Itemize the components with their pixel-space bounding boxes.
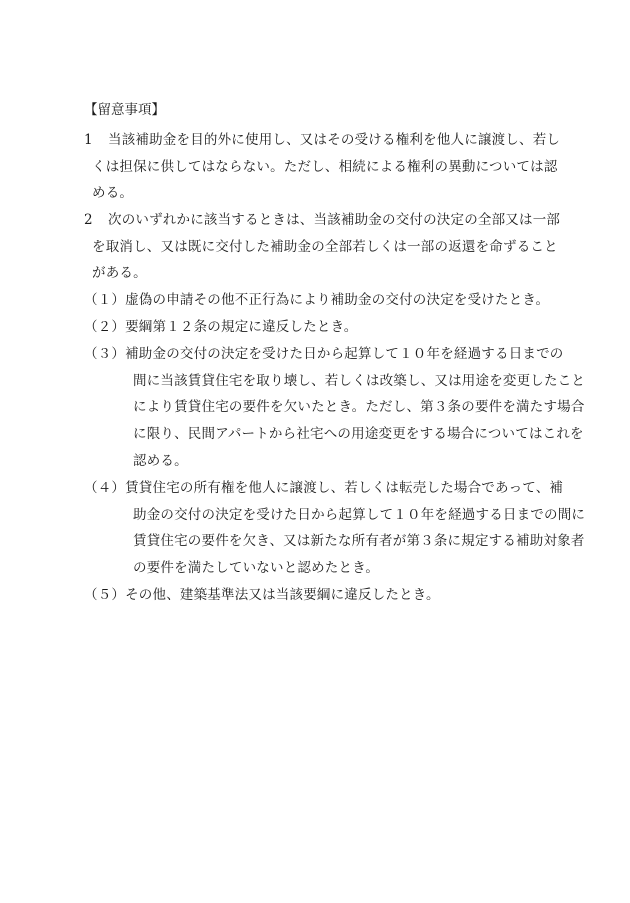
sub-item-3-line-3: により賃貸住宅の要件を欠いたとき。ただし、第３条の要件を満たす場合 xyxy=(133,399,585,415)
sub-item-1-line-1: （１）虚偽の申請その他不正行為により補助金の交付の決定を受けたとき。 xyxy=(84,292,550,308)
item-1-line-1: 当該補助金を目的外に使用し、又はその受ける権利を他人に譲渡し、若し xyxy=(108,132,561,148)
item-1-line-3: める。 xyxy=(92,185,134,201)
sub-item-3-line-5: 認める。 xyxy=(133,453,188,469)
item-1-number: 1 xyxy=(84,132,93,148)
sub-item-4-line-4: の要件を満たしていないと認めたとき。 xyxy=(133,560,380,576)
item-2-line-3: がある。 xyxy=(92,265,147,281)
sub-item-3-line-2: 間に当該賃貸住宅を取り壊し、若しくは改築し、又は用途を変更したこと xyxy=(133,373,586,389)
sub-item-5-line-1: （５）その他、建築基準法又は当該要綱に違反したとき。 xyxy=(84,587,440,603)
item-2-line-2: を取消し、又は既に交付した補助金の全部若しくは一部の返還を命ずること xyxy=(92,239,558,255)
item-1-line-2: くは担保に供してはならない。ただし、相続による権利の異動については認 xyxy=(92,159,558,175)
sub-item-4-line-3: 賃貸住宅の要件を欠き、又は新たな所有者が第３条に規定する補助対象者 xyxy=(133,533,585,549)
item-2-number: 2 xyxy=(84,212,93,228)
item-2-line-1: 次のいずれかに該当するときは、当該補助金の交付の決定の全部又は一部 xyxy=(108,212,561,228)
sub-item-4-line-2: 助金の交付の決定を受けた日から起算して１０年を経過する日までの間に xyxy=(133,507,586,523)
sub-item-3-line-4: に限り、民間アパートから社宅への用途変更をする場合についてはこれを xyxy=(133,426,584,442)
sub-item-2-line-1: （２）要綱第１２条の規定に違反したとき。 xyxy=(84,319,358,335)
sub-item-3-line-1: （３）補助金の交付の決定を受けた日から起算して１０年を経過する日までの xyxy=(84,346,564,362)
sub-item-4-line-1: （４）賃貸住宅の所有権を他人に譲渡し、若しくは転売した場合であって、補 xyxy=(84,480,564,496)
notes-heading: 【留意事項】 xyxy=(84,102,165,118)
